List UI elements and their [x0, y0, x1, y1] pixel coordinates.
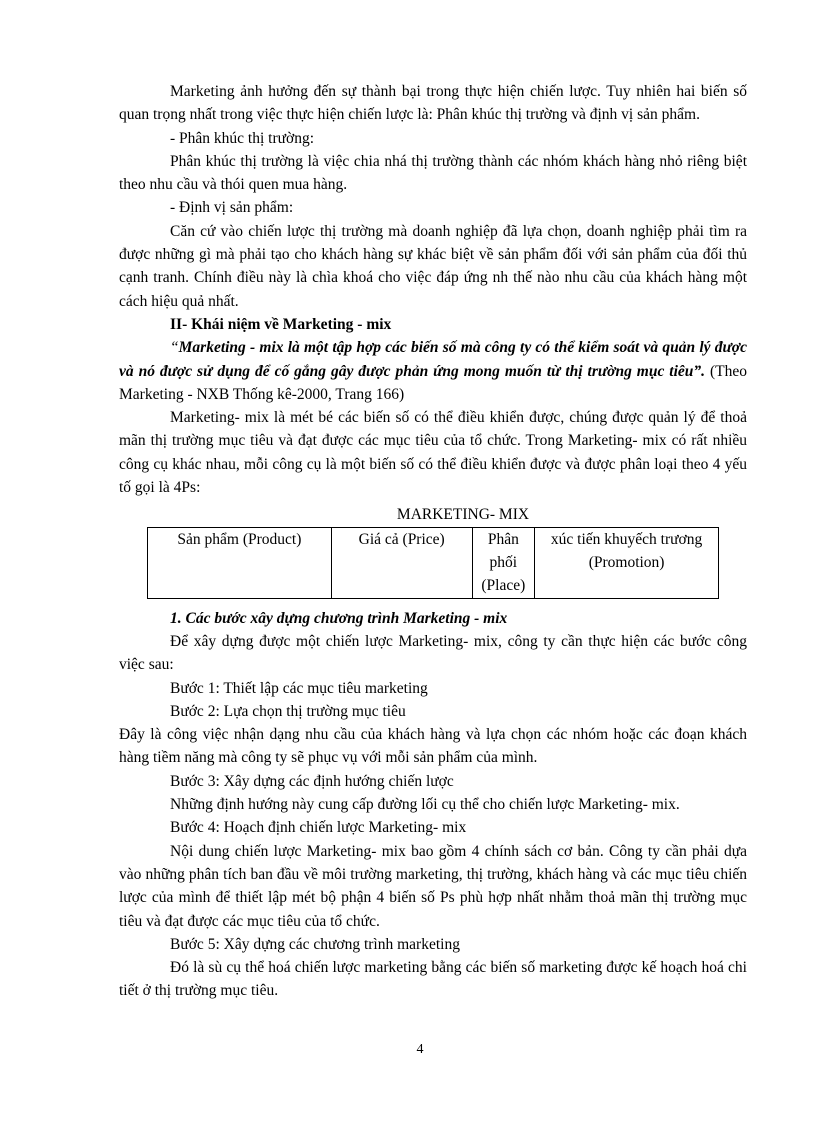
table-caption: MARKETING- MIX: [396, 506, 530, 524]
step-2: Bước 2: Lựa chọn thị trường mục tiêu: [170, 702, 406, 720]
paragraph-steps-intro: Để xây dựng được một chiến lược Marketing- mix, công ty cần thực hiện các bước công việc sau:: [119, 632, 747, 674]
table-row: [148, 527, 719, 598]
paragraph-marketing-mix: Marketing- mix là mét bé các biến số có thể điều khiển được, chúng được quản lý để thoả mãn thị trường mục tiêu và đạt được các mục tiêu của tổ chức. Trong Marketing- mix có rất nhiều công cụ khác nhau, mỗi công cụ là một biến số có thể điều khiển được và được phân loại theo 4 yếu tố gọi là 4Ps:: [119, 409, 747, 497]
quote-open-mark: “: [170, 339, 179, 357]
section-heading-marketing-mix-concept: II- Khái niệm về Marketing - mix: [170, 315, 392, 333]
page-content: [119, 80, 747, 1003]
definition-text: Marketing - mix là một tập hợp các biến số mà công ty có thể kiểm soát và quản lý được và nó được sử dụng để cố gắng gây được phản ứng mong muốn từ thị trường mục tiêu: [119, 339, 747, 380]
section-heading-build-steps: 1. Các bước xây dựng chương trình Marketing - mix: [170, 609, 508, 627]
step-3-text: Những định hướng này cung cấp đường lối cụ thể cho chiến lược Marketing- mix.: [170, 796, 680, 814]
bullet-market-segmentation: - Phân khúc thị trường:: [170, 129, 315, 147]
step-5: Bước 5: Xây dựng các chương trình marketing: [170, 935, 460, 953]
step-1: Bước 1: Thiết lập các mục tiêu marketing: [170, 679, 428, 697]
step-2-text: Đây là công việc nhận dạng nhu cầu của khách hàng và lựa chọn các nhóm hoặc các đoạn khách hàng tiềm năng mà công ty sẽ phục vụ với mỗi sản phẩm của mình.: [119, 726, 747, 767]
step-3: Bước 3: Xây dựng các định hướng chiến lược: [170, 772, 454, 790]
table-cell-place: Phân phối (Place): [472, 527, 535, 598]
step-4-text: Nội dung chiến lược Marketing- mix bao gồm 4 chính sách cơ bản. Công ty cần phải dựa vào những phân tích ban đầu về môi trường marketing, thị trường, khách hàng và các mục tiêu chiến lược của mình để thiết lập mét bộ phận 4 biến số Ps phù hợp nhất nhằm thoả mãn thị trường mục tiêu và đạt được các mục tiêu của tổ chức.: [119, 842, 747, 930]
quote-close-mark: ”.: [693, 362, 706, 380]
paragraph-product-positioning: Căn cứ vào chiến lược thị trường mà doanh nghiệp đã lựa chọn, doanh nghiệp phải tìm ra được những gì mà phải tạo cho khách hàng sự khác biệt về sản phẩm đối với sản phẩm của đối thủ cạnh tranh. Chính điều này là chìa khoá cho việc đáp ứng nh thế nào nhu cầu của khách hàng một cách hiệu quả nhất.: [119, 222, 747, 310]
definition-quote: [119, 336, 747, 406]
step-5-text: Đó là sù cụ thể hoá chiến lược marketing bằng các biến số marketing được kế hoạch hoá chi tiết ở thị trường mục tiêu.: [119, 959, 747, 1000]
step-4: Bước 4: Hoạch định chiến lược Marketing- mix: [170, 819, 467, 837]
page-number: 4: [416, 1042, 424, 1057]
paragraph-market-segmentation: Phân khúc thị trường là việc chia nhá thị trường thành các nhóm khách hàng nhỏ riêng biệt theo nhu cầu và thói quen mua hàng.: [119, 152, 747, 194]
marketing-mix-table: [147, 527, 719, 599]
bullet-product-positioning: - Định vị sản phẩm:: [170, 199, 294, 217]
table-cell-promotion: xúc tiến khuyếch trương (Promotion): [535, 527, 719, 598]
paragraph-marketing-influence: Marketing ảnh hưởng đến sự thành bại trong thực hiện chiến lược. Tuy nhiên hai biến số quan trọng nhất trong việc thực hiện chiến lược là: Phân khúc thị trường và định vị sản phẩm.: [119, 83, 747, 124]
quote-source: (Theo Marketing - NXB Thống kê-2000, Trang 166): [119, 362, 747, 403]
table-cell-product: Sản phẩm (Product): [148, 527, 332, 598]
table-cell-price: Giá cả (Price): [331, 527, 472, 598]
